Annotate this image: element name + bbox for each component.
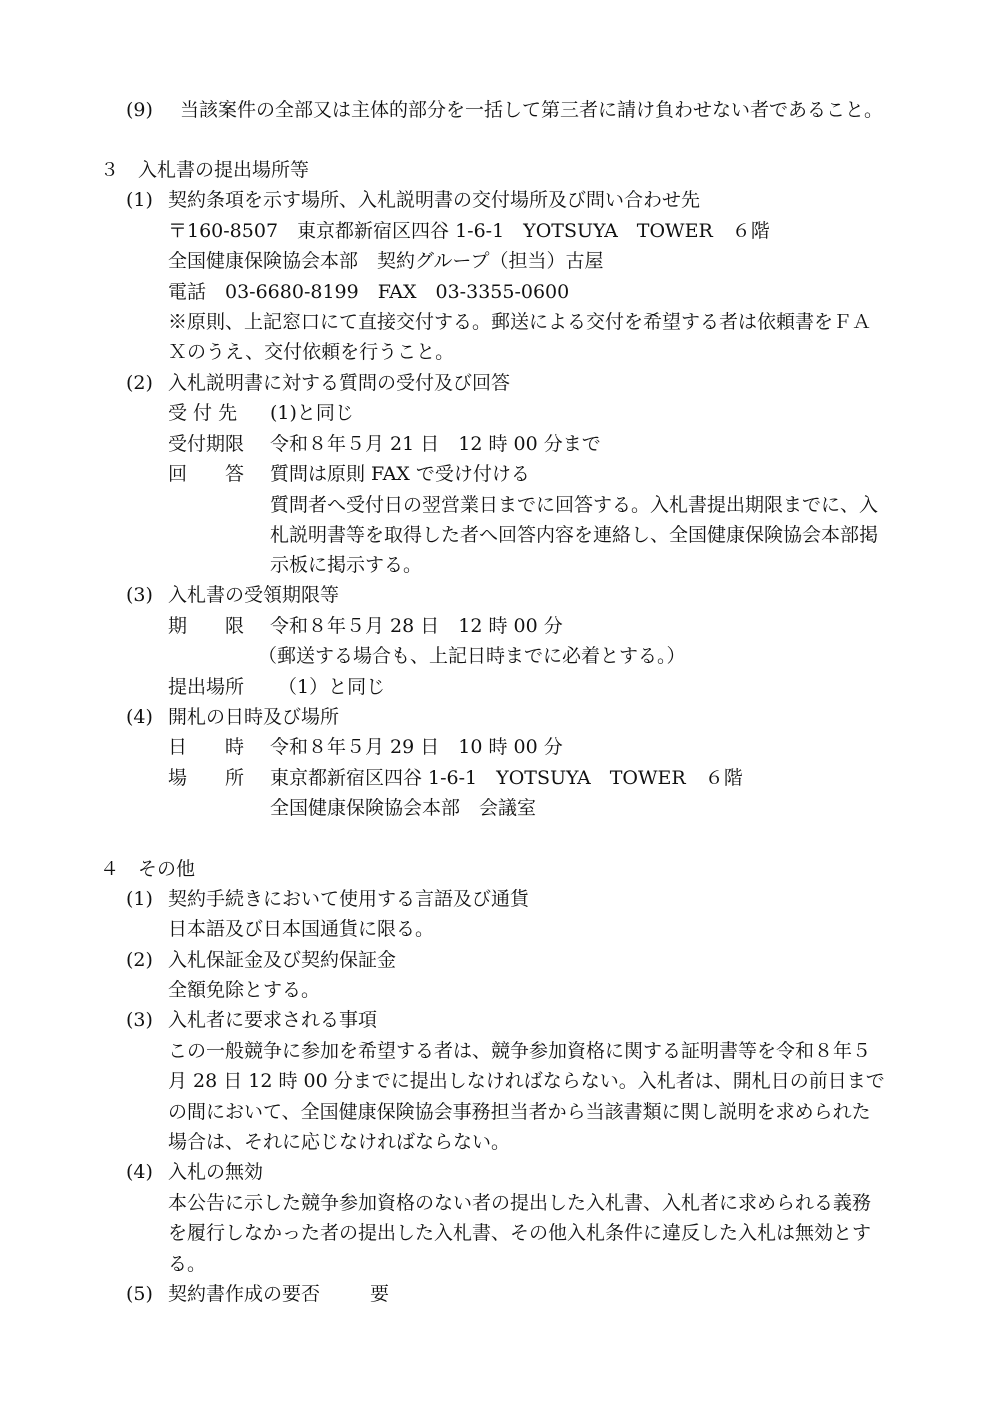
note-line: Ｘのうえ、交付依頼を行うこと。 [168, 341, 455, 363]
field-value: 令和８年５月 28 日 12 時 00 分 [270, 615, 563, 637]
field-detail: 質問者へ受付日の翌営業日までに回答する。入札書提出期限までに、入 [270, 494, 879, 516]
note-line: ※原則、上記窓口にて直接交付する。郵送による交付を希望する者は依頼書をＦＡ [168, 311, 872, 333]
subsection-body: の間において、全国健康保険協会事務担当者から当該書類に関し説明を求められた [168, 1101, 871, 1123]
field-value: 東京都新宿区四谷 1-6-1 YOTSUYA TOWER ６階 [270, 767, 743, 789]
organization-line: 全国健康保険協会本部 契約グループ（担当）古屋 [168, 250, 604, 272]
item-number: (9) [126, 99, 153, 121]
subsection-title: 契約条項を示す場所、入札説明書の交付場所及び問い合わせ先 [168, 189, 701, 211]
section-heading: ３ 入札書の提出場所等 [100, 159, 310, 181]
section-heading: ４ その他 [100, 858, 196, 880]
subsection-body: 全額免除とする。 [168, 979, 321, 1001]
field-note: （郵送する場合も、上記日時までに必着とする。） [258, 645, 686, 667]
subsection-title: 開札の日時及び場所 [168, 706, 340, 728]
field-label: 回 答 [168, 463, 245, 485]
subsection-body: る。 [168, 1253, 207, 1275]
subsection-number: (1) [126, 189, 153, 211]
subsection-title: 入札者に要求される事項 [168, 1009, 378, 1031]
subsection-title: 入札の無効 [168, 1161, 264, 1183]
field-label: 場 所 [168, 767, 245, 789]
subsection-title: 契約書作成の要否 [168, 1283, 321, 1305]
subsection-title: 入札書の受領期限等 [168, 584, 340, 606]
subsection-number: (2) [126, 372, 153, 394]
subsection-body: を履行しなかった者の提出した入札書、その他入札条件に違反した入札は無効とす [168, 1222, 872, 1244]
subsection-body: 場合は、それに応じなければならない。 [168, 1131, 511, 1153]
subsection-body: 本公告に示した競争参加資格のない者の提出した入札書、入札者に求められる義務 [168, 1192, 872, 1214]
field-label: 期 限 [168, 615, 245, 637]
field-detail: 札説明書等を取得した者へ回答内容を連絡し、全国健康保険協会本部掲 [270, 524, 879, 546]
field-value: （1）と同じ [278, 676, 386, 698]
subsection-body: 月 28 日 12 時 00 分までに提出しなければならない。入札者は、開札日の前日まで [168, 1070, 885, 1092]
field-detail: 示板に掲示する。 [270, 554, 423, 576]
subsection-number: (1) [126, 888, 153, 910]
field-value: 令和８年５月 29 日 10 時 00 分 [270, 736, 563, 758]
field-value: 令和８年５月 21 日 12 時 00 分まで [270, 433, 601, 455]
field-label: 日 時 [168, 736, 245, 758]
subsection-number: (5) [126, 1283, 153, 1305]
address-line: 〒160-8507 東京都新宿区四谷 1-6-1 YOTSUYA TOWER ６階 [168, 220, 770, 242]
field-label: 受 付 先 [168, 402, 238, 424]
subsection-title: 入札説明書に対する質問の受付及び回答 [168, 372, 511, 394]
subsection-body: 日本語及び日本国通貨に限る。 [168, 918, 435, 940]
field-value: (1)と同じ [270, 402, 354, 424]
field-label: 提出場所 [168, 676, 245, 698]
subsection-title: 入札保証金及び契約保証金 [168, 949, 397, 971]
subsection-number: (2) [126, 949, 153, 971]
subsection-body: この一般競争に参加を希望する者は、競争参加資格に関する証明書等を令和８年５ [168, 1040, 872, 1062]
phone-fax-line: 電話 03-6680-8199 FAX 03-3355-0600 [168, 281, 570, 303]
field-value: 質問は原則 FAX で受け付ける [270, 463, 530, 485]
item-text: 当該案件の全部又は主体的部分を一括して第三者に請け負わせない者であること。 [180, 99, 884, 121]
subsection-number: (4) [126, 1161, 153, 1183]
subsection-number: (3) [126, 584, 153, 606]
field-label: 受付期限 [168, 433, 245, 455]
subsection-number: (3) [126, 1009, 153, 1031]
field-value: 全国健康保険協会本部 会議室 [270, 797, 537, 819]
subsection-title: 契約手続きにおいて使用する言語及び通貨 [168, 888, 530, 910]
subsection-number: (4) [126, 706, 153, 728]
field-value: 要 [370, 1283, 390, 1305]
